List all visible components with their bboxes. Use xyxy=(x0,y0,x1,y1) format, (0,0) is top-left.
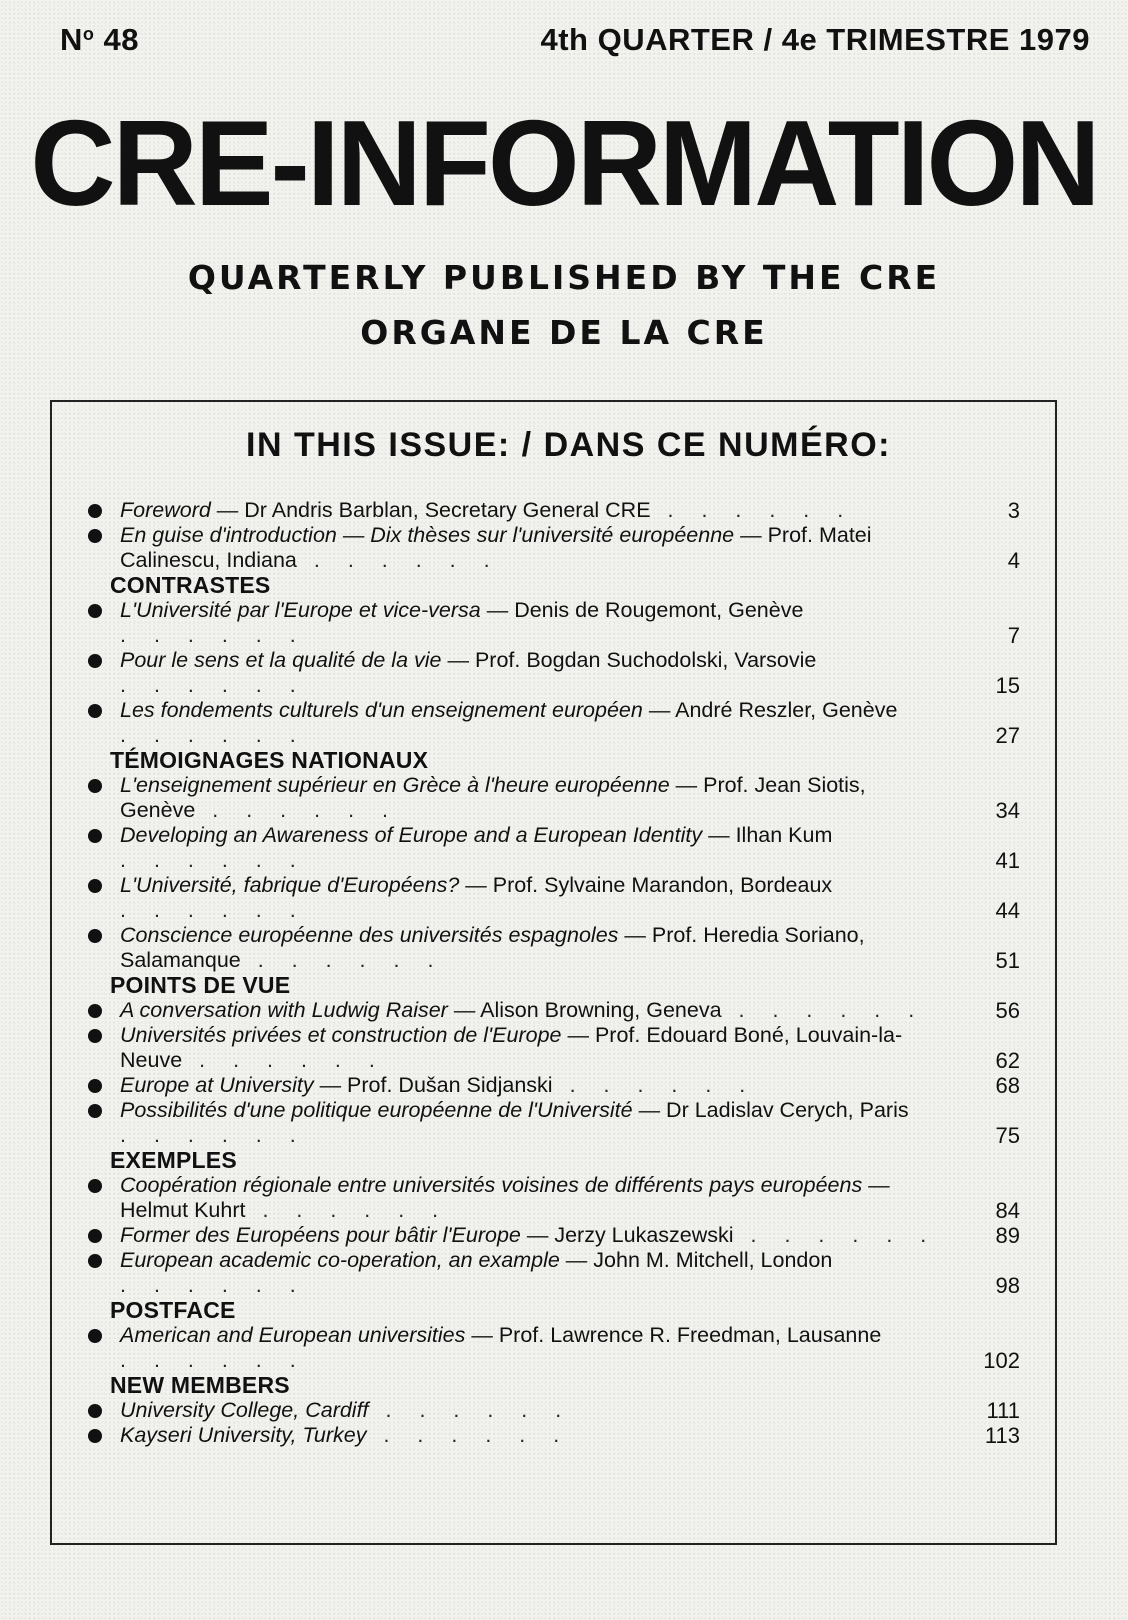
entry-separator: — xyxy=(561,1023,595,1047)
entry-title: L'enseignement supérieur en Grèce à l'heure européenne xyxy=(120,773,670,797)
bullet-icon xyxy=(88,779,102,793)
entry-author: Prof. Bogdan Suchodolski, Varsovie xyxy=(474,648,817,672)
leader-dots: . . . . . . xyxy=(296,548,501,572)
issue-header xyxy=(60,22,1090,58)
entry-page-number: 7 xyxy=(1007,623,1020,648)
entry-title: Developing an Awareness of Europe and a European Identity xyxy=(120,823,703,847)
entry-author: John M. Mitchell, London xyxy=(593,1248,833,1272)
entry-separator: — xyxy=(520,1223,555,1247)
bullet-icon xyxy=(88,529,102,543)
entry-page-number: 68 xyxy=(995,1073,1020,1098)
leader-dots: . . . . . . xyxy=(366,1423,571,1447)
leader-dots: . . . . . . xyxy=(120,1348,307,1372)
toc-entry xyxy=(120,1423,1020,1448)
entry-separator: — xyxy=(669,773,704,797)
entry-author: Dr Ladislav Cerych, Paris xyxy=(666,1098,909,1122)
issue-number: $N^o$ 48 xyxy=(60,22,139,57)
entry-page-number: 89 xyxy=(995,1223,1020,1248)
leader-dots: . . . . . . xyxy=(120,1123,307,1147)
leader-dots: . . . . . . xyxy=(120,898,307,922)
leader-dots: . . . . . . xyxy=(368,1398,573,1422)
bullet-icon xyxy=(88,1104,102,1118)
entry-separator: — xyxy=(702,823,736,847)
toc-entry xyxy=(120,1398,1020,1423)
bullet-icon xyxy=(88,1179,102,1193)
masthead-title: CRE-INFORMATION xyxy=(30,96,1098,232)
bullet-icon xyxy=(88,604,102,618)
leader-dots: . . . . . . xyxy=(552,1073,757,1097)
entry-separator: — xyxy=(559,1248,594,1272)
bullet-icon xyxy=(88,829,102,843)
entry-page-number: 98 xyxy=(995,1273,1020,1298)
entry-page-number: 113 xyxy=(984,1423,1020,1448)
toc-entry xyxy=(120,1223,1020,1248)
entry-separator: — xyxy=(618,923,652,947)
leader-dots: . . . . . . xyxy=(120,1273,307,1297)
entry-separator: — xyxy=(642,698,676,722)
entry-title: A conversation with Ludwig Raiser xyxy=(120,998,448,1022)
entry-separator: — xyxy=(862,1173,890,1197)
subtitle-french: ORGANE DE LA CRE xyxy=(360,313,768,352)
entry-author: Dr Andris Barblan, Secretary General CRE xyxy=(244,498,651,522)
bullet-icon xyxy=(88,654,102,668)
toc-entry xyxy=(120,1173,1020,1223)
entry-title: L'Université par l'Europe et vice-versa xyxy=(120,598,481,622)
subtitle-english: QUARTERLY PUBLISHED BY THE CRE xyxy=(187,258,941,297)
entry-title: Possibilités d'une politique européenne de l'Université xyxy=(120,1098,633,1122)
entry-title: En guise d'introduction — Dix thèses sur l'université européenne xyxy=(120,523,735,547)
entry-author: Prof. Lawrence R. Freedman, Lausanne xyxy=(498,1323,882,1347)
section-heading: TÉMOIGNAGES NATIONAUX xyxy=(110,747,429,773)
bullet-icon xyxy=(88,1229,102,1243)
entry-author: Prof. Dušan Sidjanski xyxy=(347,1073,553,1097)
entry-separator: — xyxy=(459,873,493,897)
entry-separator: — xyxy=(734,523,768,547)
leader-dots: . . . . . . xyxy=(120,673,307,697)
leader-dots: . . . . . . xyxy=(195,798,399,822)
entry-separator: — xyxy=(447,998,481,1022)
toc-entry xyxy=(120,498,1020,523)
section-heading: NEW MEMBERS xyxy=(110,1372,290,1398)
entry-separator: — xyxy=(632,1098,667,1122)
entry-author: Ilhan Kum xyxy=(735,823,833,847)
entry-title: L'Université, fabrique d'Européens? xyxy=(120,873,460,897)
toc-entry xyxy=(120,698,1020,748)
entry-separator: — xyxy=(210,498,245,522)
bullet-icon xyxy=(88,929,102,943)
entry-title: Foreword xyxy=(120,498,211,522)
bullet-icon xyxy=(88,1329,102,1343)
entry-separator: — xyxy=(441,648,475,672)
entry-author: Prof. Edouard Boné, Louvain-la-Neuve xyxy=(120,1023,903,1072)
entry-title: Coopération régionale entre universités voisines de différents pays européens xyxy=(120,1173,863,1197)
entry-page-number: 3 xyxy=(1007,498,1020,523)
entry-title: European academic co-operation, an example xyxy=(120,1248,560,1272)
bullet-icon xyxy=(88,1254,102,1268)
toc-entry xyxy=(120,1248,1020,1298)
entry-page-number: 111 xyxy=(986,1398,1020,1423)
bullet-icon xyxy=(88,1429,102,1443)
entry-page-number: 102 xyxy=(983,1348,1020,1373)
entry-author: Jerzy Lukaszewski xyxy=(554,1223,734,1247)
entry-page-number: 62 xyxy=(995,1048,1020,1073)
leader-dots: . . . . . . xyxy=(120,848,307,872)
toc-entry xyxy=(120,998,1020,1023)
entry-title: Kayseri University, Turkey xyxy=(120,1423,367,1447)
toc-entry xyxy=(120,1323,1020,1373)
bullet-icon xyxy=(88,504,102,518)
entry-author: André Reszler, Genève xyxy=(675,698,898,722)
section-heading: POINTS DE VUE xyxy=(110,972,291,998)
entry-separator: — xyxy=(465,1323,499,1347)
bullet-icon xyxy=(88,1079,102,1093)
entry-page-number: 84 xyxy=(995,1198,1020,1223)
entry-page-number: 4 xyxy=(1007,548,1020,573)
entry-author: Helmut Kuhrt xyxy=(120,1198,246,1222)
contents-heading: IN THIS ISSUE: / DANS CE NUMÉRO: xyxy=(246,426,891,464)
section-heading: CONTRASTES xyxy=(110,572,271,598)
entry-page-number: 56 xyxy=(995,998,1020,1023)
entry-title: Les fondements culturels d'un enseignement européen xyxy=(120,698,643,722)
toc-entry xyxy=(120,923,1020,973)
entry-author: Prof. Jean Siotis, Genève xyxy=(120,773,866,822)
entry-page-number: 44 xyxy=(995,898,1020,923)
entry-title: Universités privées et construction de l'Europe xyxy=(120,1023,562,1047)
entry-page-number: 41 xyxy=(995,848,1020,873)
section-heading: EXEMPLES xyxy=(110,1147,237,1173)
entry-page-number: 27 xyxy=(995,723,1020,748)
leader-dots: . . . . . . xyxy=(240,948,445,972)
entry-page-number: 34 xyxy=(995,798,1020,823)
toc-entry xyxy=(120,648,1020,698)
toc-entry xyxy=(120,1023,1020,1073)
entry-author: Prof. Sylvaine Marandon, Bordeaux xyxy=(492,873,833,897)
entry-author: Prof. Matei Calinescu, Indiana xyxy=(120,523,872,572)
entry-title: Pour le sens et la qualité de la vie xyxy=(120,648,442,672)
entry-title: American and European universities xyxy=(120,1323,466,1347)
toc-entry xyxy=(120,873,1020,923)
entry-title: Conscience européenne des universités espagnoles xyxy=(120,923,619,947)
leader-dots: . . . . . . xyxy=(721,998,926,1022)
entry-separator: — xyxy=(313,1073,348,1097)
entry-title: Europe at University xyxy=(120,1073,314,1097)
bullet-icon xyxy=(88,879,102,893)
toc-entry xyxy=(120,1098,1020,1148)
issue-quarter: 4th QUARTER / 4e TRIMESTRE 1979 xyxy=(540,22,1090,57)
toc-entry xyxy=(120,1073,1020,1098)
section-heading: POSTFACE xyxy=(110,1297,236,1323)
entry-author: Prof. Heredia Soriano, Salamanque xyxy=(120,923,865,972)
bullet-icon xyxy=(88,1004,102,1018)
leader-dots: . . . . . . xyxy=(182,1048,386,1072)
leader-dots: . . . . . . xyxy=(120,723,307,747)
bullet-icon xyxy=(88,1029,102,1043)
leader-dots: . . . . . . xyxy=(733,1223,938,1247)
leader-dots: . . . . . . xyxy=(245,1198,450,1222)
toc-entry xyxy=(120,773,1020,823)
leader-dots: . . . . . . xyxy=(650,498,855,522)
contents-box xyxy=(50,400,1057,1545)
entry-author: Alison Browning, Geneva xyxy=(480,998,722,1022)
leader-dots: . . . . . . xyxy=(120,623,307,647)
entry-separator: — xyxy=(480,598,515,622)
entry-title: University College, Cardiff xyxy=(120,1398,369,1422)
entry-page-number: 51 xyxy=(995,948,1020,973)
toc-entry xyxy=(120,823,1020,873)
toc-entry xyxy=(120,523,1020,573)
toc-entry xyxy=(120,598,1020,648)
bullet-icon xyxy=(88,704,102,718)
table-of-contents xyxy=(110,498,1020,1448)
entry-author: Denis de Rougemont, Genève xyxy=(514,598,804,622)
entry-page-number: 75 xyxy=(995,1123,1020,1148)
bullet-icon xyxy=(88,1404,102,1418)
entry-page-number: 15 xyxy=(995,673,1020,698)
entry-title: Former des Européens pour bâtir l'Europe xyxy=(120,1223,521,1247)
